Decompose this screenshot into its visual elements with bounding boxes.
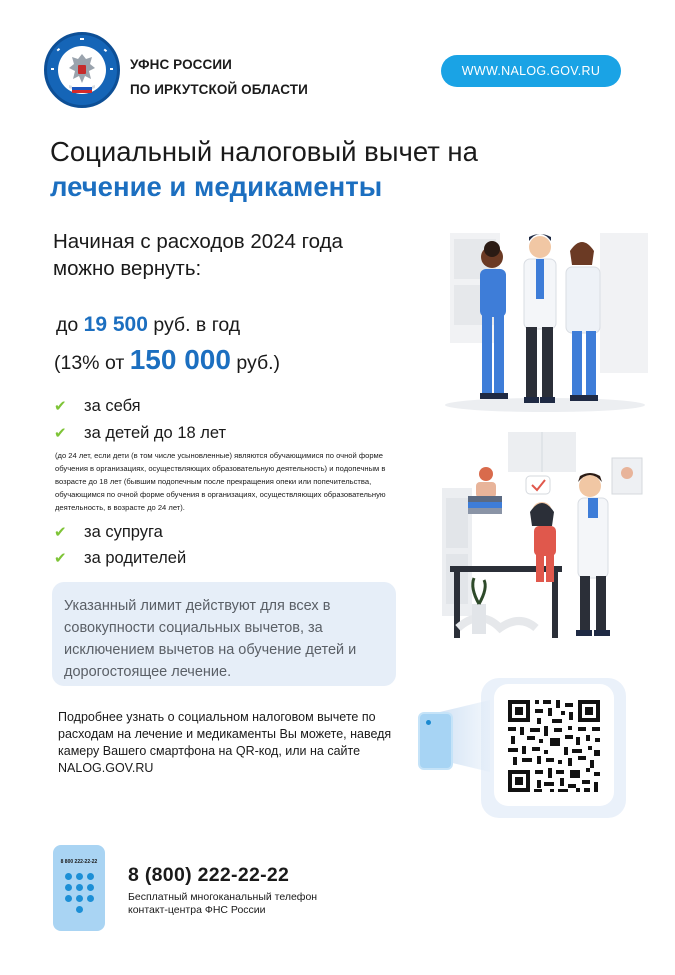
qr-code-icon xyxy=(494,684,614,806)
emblem-ring xyxy=(47,35,117,105)
max-refund-amount xyxy=(56,313,240,337)
intro-line-1: Начиная с расходов 2024 года xyxy=(53,230,343,253)
check-icon: ✔ xyxy=(54,425,67,442)
phone-keypad-icon xyxy=(53,845,105,931)
phone-screen-number: 8 800 222-22-22 xyxy=(60,859,98,865)
check-icon: ✔ xyxy=(54,550,67,567)
page-title-line-2: лечение и медикаменты xyxy=(50,171,383,202)
doctors-illustration xyxy=(440,225,650,415)
amount-suffix: руб. в год xyxy=(153,314,241,336)
checklist-label: за детей до 18 лет xyxy=(84,424,227,442)
qr-code-card[interactable] xyxy=(494,684,614,806)
hotline-description xyxy=(128,891,317,917)
check-icon: ✔ xyxy=(54,398,67,415)
limit-info-box: Указанный лимит действуют для всех в совокупности социальных вычетов, за исключением вычетов на обучение детей и дорогостоящее лечение. xyxy=(52,582,396,686)
org-name-line-2: ПО ИРКУТСКОЙ ОБЛАСТИ xyxy=(130,82,308,97)
percent-value: 150 000 xyxy=(129,344,231,375)
fns-emblem-logo xyxy=(44,32,120,108)
hotline-number[interactable]: 8 (800) 222-22-22 xyxy=(128,864,290,886)
website-link-button[interactable]: WWW.NALOG.GOV.RU xyxy=(441,55,621,87)
more-info-text: Подробнее узнать о социальном налоговом вычете по расходам на лечение и медикаменты Вы можете, наведя камеру Вашего смартфона на QR-код, или на сайте NALOG.GOV.RU xyxy=(58,710,392,775)
children-footnote: (до 24 лет, если дети (в том числе усыновленные) являются обучающимися по очной форме обучения в организациях, осуществляющих образовательную деятельность) и подопечным в возрасте до 18 лет (бывшим подопечным после прекращения опеки или попечительства, обучающимся по очной форме обучения в организациях, осуществляющих образовательную деятельность, в возрасте до 24 лет). xyxy=(55,451,386,512)
hotline-desc-line-2: контакт-центра ФНС России xyxy=(128,904,266,916)
checklist-item-children xyxy=(54,424,226,443)
check-icon: ✔ xyxy=(54,524,67,541)
checklist-item-self xyxy=(54,397,141,416)
amount-prefix: до xyxy=(56,314,79,336)
max-expense-amount xyxy=(54,344,280,376)
smartphone-icon xyxy=(418,712,453,770)
amount-value: 19 500 xyxy=(83,313,148,336)
percent-suffix: руб.) xyxy=(236,352,281,374)
intro-text xyxy=(53,228,413,282)
page-title-line-1: Социальный налоговый вычет на xyxy=(50,136,478,167)
checklist-label: за супруга xyxy=(84,523,163,541)
intro-line-2: можно вернуть: xyxy=(53,257,202,280)
org-name-line-1: УФНС РОССИИ xyxy=(130,57,232,72)
checklist-label: за себя xyxy=(84,397,141,415)
org-name xyxy=(130,52,308,102)
hotline-desc-line-1: Бесплатный многоканальный телефон xyxy=(128,891,318,903)
percent-prefix: (13% от xyxy=(54,352,125,374)
checklist-item-spouse xyxy=(54,523,163,542)
pediatric-exam-illustration xyxy=(440,428,650,648)
checklist-item-parents xyxy=(54,549,186,568)
checklist-label: за родителей xyxy=(84,549,187,567)
